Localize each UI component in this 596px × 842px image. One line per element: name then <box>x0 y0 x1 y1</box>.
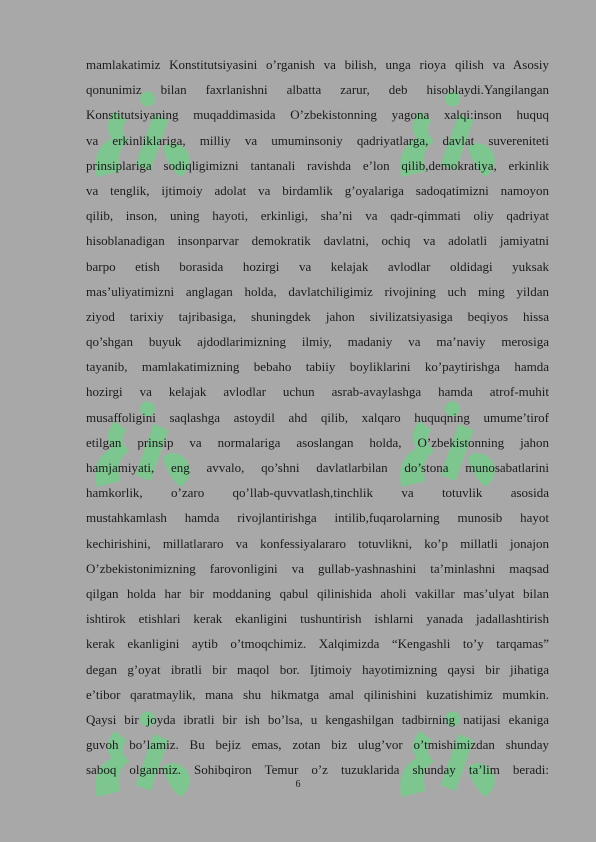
text-line: va erkinliklariga, milliy va umuminsoniy qadriyatlarga, davlat suvereniteti <box>86 132 549 148</box>
text-line: degan g’oyat ibratli bir maqol bor. Ijtimoiy hayotimizning qaysi bir jihatiga <box>86 661 549 677</box>
text-line: mas’uliyatimizni anglagan holda, davlatchiligimiz rivojining uch ming yildan <box>86 283 549 299</box>
text-line: ziyod tarixiy tajribasiga, shuningdek jahon sivilizatsiyasiga beqiyos hissa <box>86 308 549 324</box>
text-line: hisoblanadigan insonparvar demokratik davlatni, ochiq va adolatli jamiyatni <box>86 233 549 249</box>
text-line: guvoh bo’lamiz. Bu bejiz emas, zotan biz ulug’vor o’tmishimizdan shunday <box>86 737 549 753</box>
text-line: Qaysi bir joyda ibratli bir ish bo’lsa, u kengashilgan tadbirning natijasi ekaniga <box>86 711 549 727</box>
text-line: kechirishini, millatlararo va konfessiyalararo totuvlikni, ko’p millatli jonajon <box>86 535 549 551</box>
text-line: mustahkamlash hamda rivojlantirishga intilib,fuqarolarning munosib hayot <box>86 510 549 526</box>
text-line: qilgan holda har bir moddaning qabul qilinishida aholi vakillar mas’ulyat bilan <box>86 585 549 601</box>
text-line: va tenglik, ijtimoiy adolat va birdamlik g’oyalariga sadoqatimizni namoyon <box>86 182 549 198</box>
text-line: etilgan prinsip va normalariga asoslangan holda, O’zbekistonning jahon <box>86 434 549 450</box>
text-line: mamlakatimiz Konstitutsiyasini o’rganish va bilish, unga rioya qilish va Asosiy <box>86 57 549 72</box>
text-line: ishtirok etishlari kerak ekanligini tushuntirish ishlarni yanada jadallashtirish <box>86 611 549 627</box>
text-line: hamjamiyati, eng avvalo, qo’shni davlatlarbilan do’stona munosabatlarini <box>86 460 549 475</box>
text-line: barpo etish borasida hozirgi va kelajak avlodlar oldidagi yuksak <box>86 258 549 274</box>
page-number: 6 <box>295 779 301 790</box>
text-line: saboq olganmiz. Sohibqiron Temur o’z tuzuklarida shunday ta’lim beradi: <box>86 762 549 778</box>
text-line: tayanib, mamlakatimizning bebaho tabiiy boyliklarini ko’paytirishga hamda <box>86 359 549 375</box>
body-text <box>86 52 549 782</box>
text-line: qilib, inson, uning hayoti, erkinligi, sha’ni va qadr-qimmati oliy qadriyat <box>86 208 549 224</box>
text-line: hamkorlik, o’zaro qo’llab-quvvatlash,tinchlik va totuvlik asosida <box>86 485 549 501</box>
text-line: qo’shgan buyuk ajdodlarimizning ilmiy, madaniy va ma’naviy merosiga <box>86 334 549 350</box>
text-line: e’tibor qaratmaylik, mana shu hikmatga amal qilinishini kuzatishimiz mumkin. <box>86 686 549 702</box>
text-line: musaffoligini saqlashga astoydil ahd qilib, xalqaro huquqning umume’tirof <box>86 409 549 425</box>
text-line: qonunimiz bilan faxrlanishni albatta zarur, deb hisoblaydi.Yangilangan <box>86 82 549 98</box>
text-line: kerak ekanligini aytib o’tmoqchimiz. Xalqimizda “Kengashli to’y tarqamas” <box>86 636 549 652</box>
text-line: hozirgi va kelajak avlodlar uchun asrab-avaylashga hamda atrof-muhit <box>86 384 549 400</box>
text-line: O’zbekistonimizning farovonligini va gullab-yashnashini ta’minlashni maqsad <box>86 560 549 576</box>
text-line: Konstitutsiyaning muqaddimasida O’zbekistonning yagona xalqi:inson huquq <box>86 107 549 123</box>
text-line: prinsiplariga sodiqligimizni tantanali ravishda e’lon qilib,demokratiya, erkinlik <box>86 157 549 173</box>
